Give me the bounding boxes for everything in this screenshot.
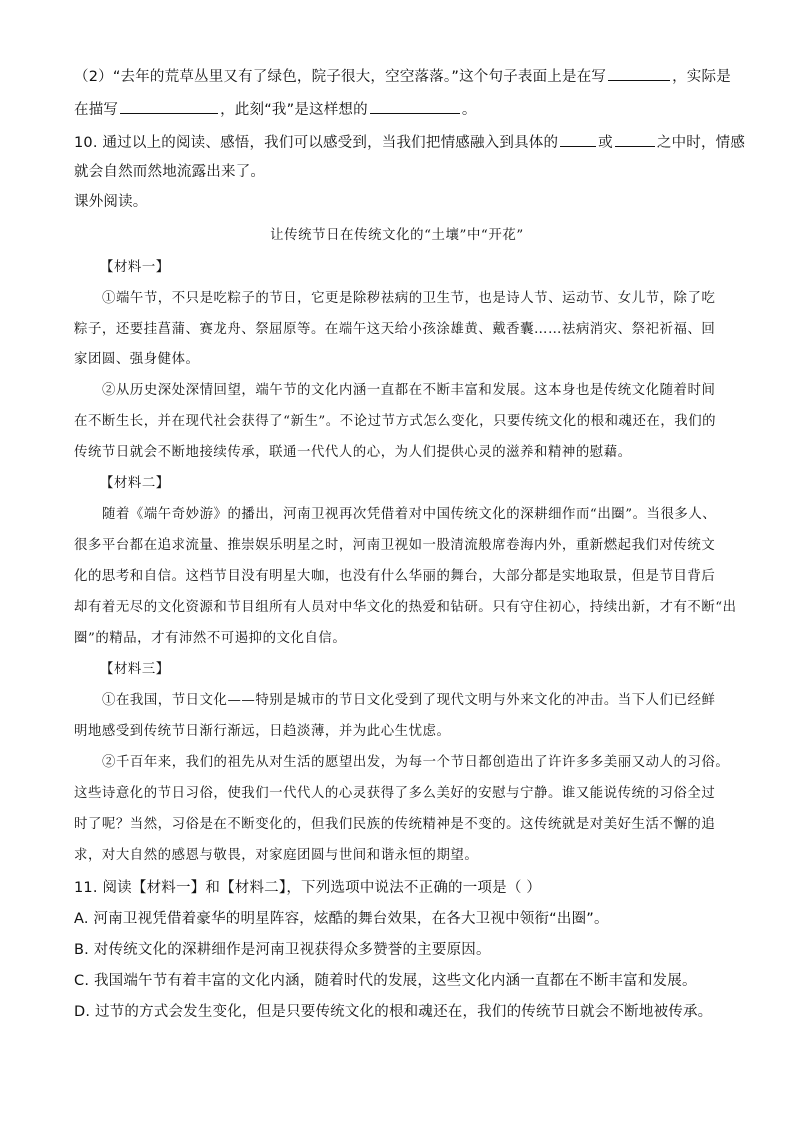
material-3-p2-line: 时了呢？当然，习俗是在不断变化的，但我们民族的传统精神是不变的。这传统就是对美好生活不懈的追 xyxy=(74,817,716,832)
q10-text-c: 之中时，情感 xyxy=(656,135,746,151)
material-1-heading: 【材料一】 xyxy=(100,260,170,275)
material-1-p2-line: 传统节日就会不断地接续传承，联通一代代人的心，为人们提供心灵的滋养和精神的慰藉。 xyxy=(74,445,632,460)
material-2-p1-line: 却有着无尽的文化资源和节目组所有人员对中华文化的热爱和钻研。只有守住初心，持续出新，才有不断“出 xyxy=(74,600,737,615)
material-2-heading: 【材料二】 xyxy=(100,476,170,491)
q10-text-a: 10. 通过以上的阅读、感悟，我们可以感受到，当我们把情感融入到具体的 xyxy=(74,135,559,151)
answer-blank[interactable] xyxy=(560,132,596,147)
material-1-p2-line: ②从历史深处深情回望，端午节的文化内涵一直都在不断丰富和发展。这本身也是传统文化随着时间 xyxy=(102,383,716,398)
q11-option-d[interactable]: D. 过节的方式会发生变化，但是只要传统文化的根和魂还在，我们的传统节日就会不断地被传承。 xyxy=(74,1004,713,1020)
material-2-p1-line: 圈”的精品，才有沛然不可遏抑的文化自信。 xyxy=(74,631,347,646)
answer-blank[interactable] xyxy=(120,99,218,114)
q10-text-b: 或 xyxy=(598,135,613,151)
material-1-p2-line: 在不断生长，并在现代社会获得了“新生”。不论过节方式怎么变化，只要传统文化的根和魂还在，我们的 xyxy=(74,414,717,429)
material-2-p1-line: 化的思考和自信。这档节目没有明星大咖，也没有什么华丽的舞台，大部分都是实地取景，但是节目背后 xyxy=(74,569,716,584)
material-3-p2-line: 求，对大自然的感恩与敬畏，对家庭团圆与世间和谐永恒的期望。 xyxy=(74,848,479,863)
material-3-heading: 【材料三】 xyxy=(100,662,170,677)
answer-blank[interactable] xyxy=(615,132,655,147)
section-label: 课外阅读。 xyxy=(74,194,148,210)
q9-sub2-text-c: 在描写 xyxy=(74,102,119,118)
answer-blank[interactable] xyxy=(370,99,460,114)
q11-option-c[interactable]: C. 我国端午节有着丰富的文化内涵，随着时代的发展，这些文化内涵一直都在不断丰富和发展。 xyxy=(74,973,697,989)
q10-line2 xyxy=(74,162,724,182)
q9-sub2-text-a: （2）“去年的荒草丛里又有了绿色，院子很大，空空落落。”这个句子表面上是在写 xyxy=(74,69,607,85)
q10-line1 xyxy=(74,132,746,153)
q11-option-a[interactable]: A. 河南卫视凭借着豪华的明星阵容，炫酷的舞台效果，在各大卫视中领衔“出圈”。 xyxy=(74,911,609,927)
material-3-p1-line: 明地感受到传统节日渐行渐远，日趋淡薄，并为此心生忧虑。 xyxy=(74,724,451,739)
q9-sub2-line2 xyxy=(74,99,724,120)
answer-blank[interactable] xyxy=(608,66,670,81)
q10-text-d: 就会自然而然地流露出来了。 xyxy=(74,164,266,180)
q9-sub2-text-e: 。 xyxy=(461,102,477,118)
q9-sub2-line1 xyxy=(74,66,731,87)
material-2-p1-line: 很多平台都在追求流量、推崇娱乐明星之时，河南卫视如一股清流般席卷海内外，重新燃起我们对传统文 xyxy=(74,538,716,553)
material-3-p2-line: ②千百年来，我们的祖先从对生活的愿望出发，为每一个节日都创造出了许许多多美丽又动人的习俗。 xyxy=(102,755,730,770)
q9-sub2-text-d: ，此刻“我”是这样想的 xyxy=(220,102,368,118)
article-title: 让传统节日在传统文化的“土壤”中“开花” xyxy=(270,228,524,243)
material-2-p1-line: 随着《端午奇妙游》的播出，河南卫视再次凭借着对中国传统文化的深耕细作而“出圈”。当很多人、 xyxy=(102,507,717,522)
material-3-p2-line: 这些诗意化的节日习俗，使我们一代代人的心灵获得了多么美好的安慰与宁静。谁又能说传统的习俗全过 xyxy=(74,786,716,801)
material-3-p1-line: ①在我国，节日文化——特别是城市的节日文化受到了现代文明与外来文化的冲击。当下人们已经鲜 xyxy=(102,693,716,708)
q11-option-b[interactable]: B. 对传统文化的深耕细作是河南卫视获得众多赞誉的主要原因。 xyxy=(74,942,491,958)
material-1-p1-line: 家团圆、强身健体。 xyxy=(74,352,200,367)
q11-stem: 11. 阅读【材料一】和【材料二】，下列选项中说法不正确的一项是（ ） xyxy=(74,880,542,896)
material-1-p1-line: 粽子，还要挂菖蒲、赛龙舟、祭屈原等。在端午这天给小孩涂雄黄、戴香囊……祛病消灾、祭祀祈福、回 xyxy=(74,322,716,337)
material-1-p1-line: ①端午节，不只是吃粽子的节日，它更是除秽祛病的卫生节，也是诗人节、运动节、女儿节，除了吃 xyxy=(102,291,716,306)
q9-sub2-text-b: ，实际是 xyxy=(672,69,731,85)
